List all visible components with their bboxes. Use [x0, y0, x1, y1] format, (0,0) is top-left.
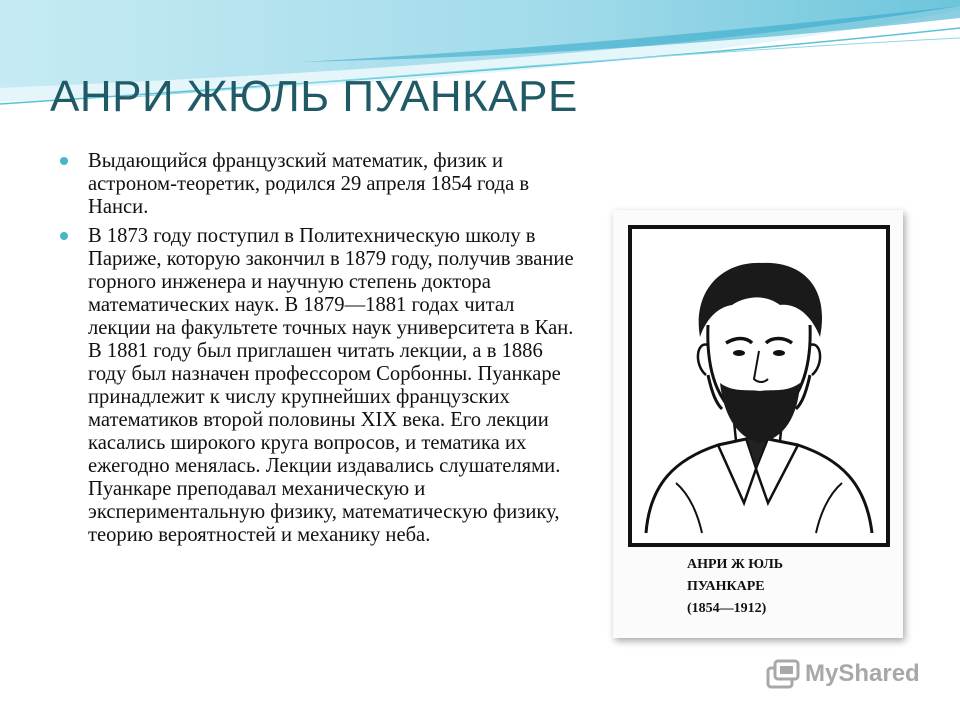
bullet-text: В 1873 году поступил в Политехническую школу в Париже, которую закончил в 1879 году, получив звание горного инженера и научную степень доктора математических наук. В 1879—1881 годах читал лекции на факультете точных наук университета в Кан. В 1881 году был приглашен читать лекции, а в 1886 году был назначен профессором Сорбонны. Пуанкаре принадлежит к числу крупнейших французских математиков второй половины XIX века. Его лекции касались широкого круга вопросов, и тематика их ежегодно менялась. Лекции издавались слушателями. Пуанкаре преподавал механическую и экспериментальную физику, математическую физику, теорию вероятностей и механику неба. [88, 225, 574, 546]
caption-name-line2: ПУАНКАРЕ [687, 579, 765, 594]
bullet-text: Выдающийся французский математик, физик и астроном-теоретик, родился 29 апреля 1854 года в Нанси. [88, 150, 530, 218]
bullet-item-birth [60, 150, 580, 219]
bullet-list [60, 150, 580, 553]
myshared-brand-text: MyShared [805, 660, 920, 687]
caption-name-line1: АНРИ Ж ЮЛЬ [687, 557, 784, 572]
portrait-caption [687, 554, 887, 620]
bullet-dot-icon [60, 157, 68, 165]
slide-title: АНРИ ЖЮЛЬ ПУАНКАРЕ [50, 72, 578, 121]
portrait-card [613, 210, 903, 638]
caption-years: (1854—1912) [687, 601, 767, 616]
bullet-item-career [60, 225, 580, 547]
portrait-frame [628, 225, 890, 547]
portrait-drawing [636, 233, 882, 539]
myshared-logo-icon [766, 659, 800, 689]
myshared-watermark[interactable] [766, 656, 920, 692]
bullet-dot-icon [60, 232, 68, 240]
